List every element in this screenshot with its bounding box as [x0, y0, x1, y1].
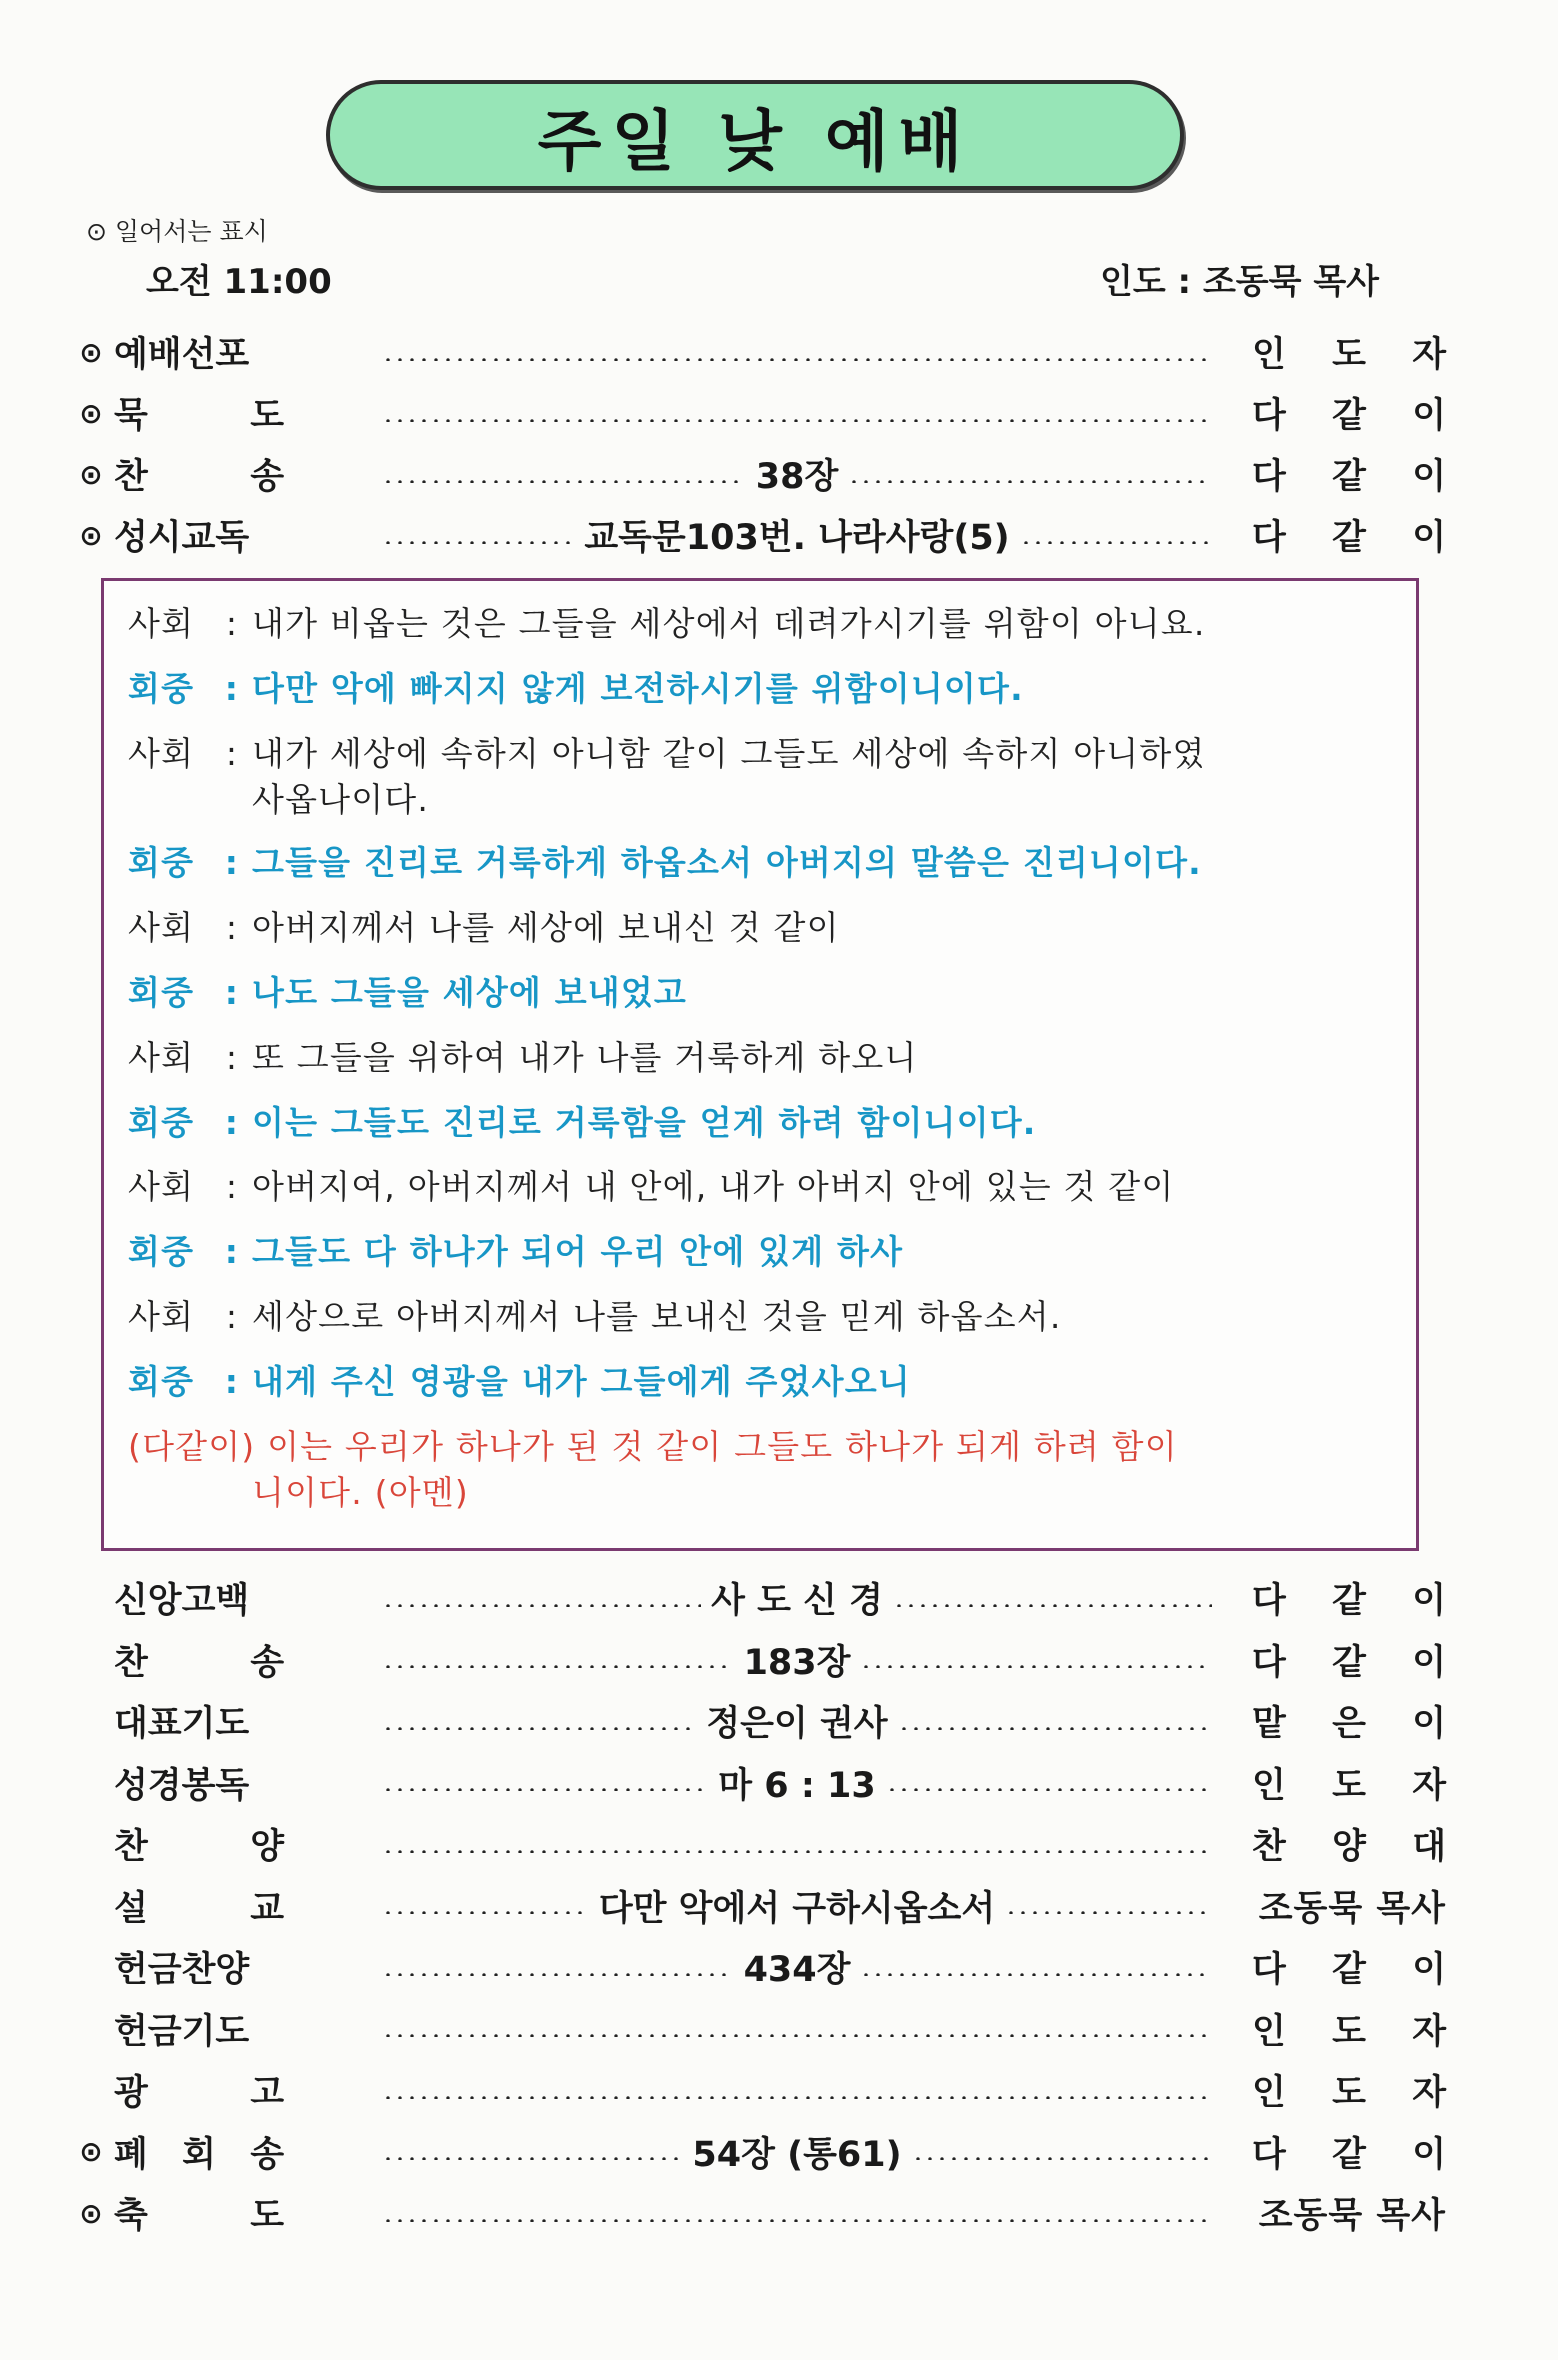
dot-leader-right	[848, 480, 1212, 483]
order-item-name: 헌금기도	[114, 2011, 250, 2052]
order-item-performer-char: 다	[1252, 396, 1286, 436]
order-item-name: 대표기도	[114, 1704, 250, 1744]
order-item-name-char: 도	[250, 396, 284, 436]
reading-text: 내게 주신 영광을 내가 그들에게 주었사오니	[252, 1362, 911, 1401]
standing-mark-icon: ⊙	[79, 335, 103, 369]
dot-leader-left	[382, 2219, 1212, 2222]
order-item-performer-char: 이	[1412, 2134, 1446, 2175]
order-item-name: 예배선포	[114, 335, 250, 375]
order-row	[72, 387, 1446, 439]
order-item-detail: 38장	[755, 457, 839, 497]
speaker-separator: :	[224, 1232, 240, 1271]
order-item-name-char: 회	[182, 2134, 216, 2175]
reading-text: 이는 그들도 진리로 거룩함을 얻게 하려 함이니이다.	[252, 1103, 1037, 1142]
reading-text: 그들을 진리로 거룩하게 하옵소서 아버지의 말씀은 진리니이다.	[252, 843, 1202, 882]
dot-leader	[382, 2187, 1212, 2239]
leader-line	[128, 731, 1398, 823]
speaker-separator: :	[225, 604, 239, 643]
order-item-performer-char: 인	[1252, 2073, 1286, 2113]
order-item-performer-char: 양	[1332, 1827, 1366, 1867]
speaker-label: 사회	[128, 1038, 195, 1077]
dot-leader-left	[382, 419, 1212, 422]
all-together-text: (다같이) 이는 우리가 하나가 된 것 같이 그들도 하나가 되게 하려 함이	[128, 1427, 1178, 1466]
dot-leader	[382, 1880, 1212, 1932]
order-row	[72, 2003, 1446, 2055]
dot-leader-right	[860, 1973, 1212, 1976]
order-row	[72, 1634, 1446, 1686]
speaker-label: 사회	[128, 604, 195, 643]
order-item-name-char: 찬	[114, 457, 148, 497]
order-item-performer-char: 이	[1412, 1642, 1446, 1683]
dot-leader	[382, 326, 1212, 378]
order-item-name: 성시교독	[114, 518, 250, 558]
order-item-performer: 조동묵 목사	[1258, 2196, 1446, 2236]
reading-text: 세상으로 아버지께서 나를 보내신 것을 믿게 하옵소서.	[252, 1297, 1062, 1336]
dot-leader	[382, 2003, 1212, 2055]
order-item-detail: 마 6 : 13	[718, 1765, 876, 1806]
order-item-performer-char: 인	[1252, 335, 1286, 375]
order-item-name-char: 송	[250, 2134, 284, 2175]
order-item-name-char: 송	[250, 457, 284, 497]
reading-text-continued: 사옵나이다.	[252, 780, 430, 819]
order-item-performer-char: 도	[1332, 2011, 1366, 2052]
order-row	[72, 1757, 1446, 1809]
order-item-performer	[1252, 1942, 1446, 1992]
dot-leader-left	[382, 1604, 701, 1607]
congregation-line	[128, 840, 1398, 886]
speaker-separator: :	[225, 1038, 239, 1077]
dot-leader	[382, 448, 1212, 500]
dot-leader-left	[382, 1911, 589, 1914]
order-item-performer-char: 자	[1412, 335, 1446, 375]
order-item-name-char: 도	[250, 2196, 284, 2236]
order-item-name-char: 찬	[114, 1642, 148, 1683]
dot-leader-left	[382, 1973, 734, 1976]
order-item-name-char: 고	[250, 2073, 284, 2113]
order-item-detail: 다만 악에서 구하시옵소서	[598, 1888, 996, 1929]
service-leader: 인도 : 조동묵 목사	[1100, 262, 1380, 302]
speaker-label: 사회	[128, 734, 195, 773]
speaker-separator: :	[225, 1297, 239, 1336]
leader-line	[128, 905, 1398, 951]
speaker-separator: :	[224, 669, 240, 708]
order-item-name	[114, 388, 284, 438]
dot-leader-left	[382, 1665, 734, 1668]
order-item-performer	[1252, 2004, 1446, 2054]
order-item-performer-char: 다	[1252, 1642, 1286, 1683]
reading-text: 또 그들을 위하여 내가 나를 거룩하게 하오니	[252, 1038, 918, 1077]
speaker-separator: :	[224, 973, 240, 1012]
order-item-name: 신앙고백	[114, 1581, 250, 1621]
order-item-name: 헌금찬양	[114, 1950, 250, 1990]
order-item-performer-char: 찬	[1252, 1827, 1286, 1867]
dot-leader	[382, 2064, 1212, 2116]
congregation-line	[128, 970, 1398, 1016]
dot-leader	[382, 1757, 1212, 1809]
title-banner	[326, 80, 1184, 190]
order-item-performer-char: 다	[1252, 457, 1286, 497]
order-row	[72, 1941, 1446, 1993]
order-item-performer-char: 인	[1252, 2011, 1286, 2052]
order-item-performer-char: 이	[1412, 518, 1446, 558]
leader-line	[128, 1035, 1398, 1081]
order-item-performer-char: 도	[1332, 335, 1366, 375]
order-item-name	[114, 1881, 284, 1931]
order-item-performer	[1252, 2127, 1446, 2177]
order-item-name	[114, 1635, 284, 1685]
dot-leader-right	[898, 1727, 1212, 1730]
order-item-name-char: 송	[250, 1642, 284, 1683]
order-row	[72, 326, 1446, 378]
speaker-label: 회중	[128, 843, 195, 882]
order-item-name-char: 폐	[114, 2134, 148, 2175]
order-item-performer-char: 같	[1332, 396, 1366, 436]
order-item-performer-char: 이	[1412, 457, 1446, 497]
order-item-performer-char: 자	[1412, 2011, 1446, 2052]
order-item-name	[114, 2188, 284, 2238]
leader-line	[128, 1294, 1398, 1340]
dot-leader-right	[1020, 541, 1212, 544]
dot-leader-left	[382, 2034, 1212, 2037]
order-row	[72, 2064, 1446, 2116]
order-item-performer-char: 이	[1412, 1950, 1446, 1990]
order-item-name-char: 찬	[114, 1827, 148, 1867]
order-item-performer-char: 대	[1412, 1827, 1446, 1867]
congregation-line	[128, 1100, 1398, 1146]
order-item-detail: 사 도 신 경	[711, 1581, 883, 1621]
standing-mark-icon: ⊙	[79, 457, 103, 491]
order-row	[72, 2187, 1446, 2239]
speaker-label: 회중	[128, 669, 195, 708]
order-item-name-char: 교	[250, 1888, 284, 1929]
standing-mark-icon: ⊙	[79, 518, 103, 552]
reading-text: 내가 비옵는 것은 그들을 세상에서 데려가시기를 위함이 아니요.	[252, 604, 1206, 643]
order-item-performer-char: 같	[1332, 1581, 1366, 1621]
reading-text: 다만 악에 빠지지 않게 보전하시기를 위함이니이다.	[252, 669, 1024, 708]
order-item-performer	[1252, 510, 1446, 560]
dot-leader	[382, 1695, 1212, 1747]
order-item-name-char: 묵	[114, 396, 148, 436]
speaker-separator: :	[224, 1362, 240, 1401]
order-item-performer-char: 도	[1332, 2073, 1366, 2113]
order-item-performer	[1252, 1696, 1446, 1746]
reading-text: 나도 그들을 세상에 보내었고	[252, 973, 688, 1012]
dot-leader	[382, 509, 1212, 561]
reading-text: 아버지께서 나를 세상에 보내신 것 같이	[252, 908, 840, 947]
dot-leader-left	[382, 480, 746, 483]
order-item-detail: 183장	[743, 1642, 851, 1683]
order-item-performer-char: 같	[1332, 1950, 1366, 1990]
order-row	[72, 1695, 1446, 1747]
reading-text: 그들도 다 하나가 되어 우리 안에 있게 하사	[252, 1232, 904, 1271]
dot-leader-left	[382, 2157, 682, 2160]
dot-leader	[382, 2126, 1212, 2178]
order-item-performer-char: 같	[1332, 457, 1366, 497]
order-row	[72, 1880, 1446, 1932]
speaker-label: 회중	[128, 1103, 195, 1142]
order-item-detail: 정은이 권사	[706, 1704, 888, 1744]
order-item-performer-char: 도	[1332, 1765, 1366, 1806]
dot-leader	[382, 1818, 1212, 1870]
order-item-performer: 조동묵 목사	[1258, 1888, 1446, 1929]
order-item-detail: 54장 (통61)	[692, 2134, 902, 2175]
order-item-performer-char: 같	[1332, 2134, 1366, 2175]
order-item-detail: 교독문103번. 나라사랑(5)	[584, 518, 1010, 558]
order-item-performer	[1252, 2065, 1446, 2115]
dot-leader-right	[1005, 1911, 1212, 1914]
order-item-performer-char: 다	[1252, 2134, 1286, 2175]
order-item-performer-char: 같	[1332, 518, 1366, 558]
order-row	[72, 509, 1446, 561]
order-row	[72, 1572, 1446, 1624]
order-item-performer	[1252, 327, 1446, 377]
reading-text: 내가 세상에 속하지 아니함 같이 그들도 세상에 속하지 아니하였	[252, 734, 1206, 773]
standing-mark-icon: ⊙	[79, 2135, 103, 2168]
dot-leader	[382, 1941, 1212, 1993]
speaker-separator: :	[225, 908, 239, 947]
order-item-performer	[1252, 1819, 1446, 1869]
dot-leader-left	[382, 1850, 1212, 1853]
dot-leader-left	[382, 358, 1212, 361]
leader-line	[128, 1164, 1398, 1210]
order-item-performer-char: 이	[1412, 1704, 1446, 1744]
speaker-label: 사회	[128, 1297, 195, 1336]
speaker-label: 회중	[128, 1232, 195, 1271]
order-row	[72, 1818, 1446, 1870]
reading-text: 아버지여, 아버지께서 내 안에, 내가 아버지 안에 있는 것 같이	[252, 1167, 1175, 1206]
order-item-name	[114, 1819, 284, 1869]
speaker-label: 사회	[128, 1167, 195, 1206]
order-item-performer	[1252, 1758, 1446, 1808]
dot-leader	[382, 1634, 1212, 1686]
order-item-performer	[1252, 1635, 1446, 1685]
order-item-performer-char: 다	[1252, 1581, 1286, 1621]
dot-leader-left	[382, 1727, 696, 1730]
order-item-detail: 434장	[743, 1950, 851, 1990]
speaker-separator: :	[225, 1167, 239, 1206]
order-row	[72, 2126, 1446, 2178]
all-together-line	[128, 1424, 1398, 1516]
responsive-reading-box	[101, 578, 1419, 1551]
order-item-name-char: 설	[114, 1888, 148, 1929]
service-time: 오전 11:00	[146, 262, 332, 302]
order-item-performer-char: 자	[1412, 2073, 1446, 2113]
dot-leader-right	[912, 2157, 1212, 2160]
speaker-label: 회중	[128, 1362, 195, 1401]
leader-line	[128, 601, 1398, 647]
dot-leader-right	[886, 1788, 1212, 1791]
speaker-separator: :	[225, 734, 239, 773]
order-item-performer-char: 이	[1412, 396, 1446, 436]
order-item-performer-char: 인	[1252, 1765, 1286, 1806]
order-item-performer-char: 은	[1332, 1704, 1366, 1744]
order-item-performer-char: 자	[1412, 1765, 1446, 1806]
page-title: 주일 낮 예배	[537, 102, 973, 180]
congregation-line	[128, 1229, 1398, 1275]
speaker-label: 사회	[128, 908, 195, 947]
order-item-performer-char: 이	[1412, 1581, 1446, 1621]
dot-leader-left	[382, 541, 574, 544]
order-item-performer	[1252, 388, 1446, 438]
order-item-performer-char: 맡	[1252, 1704, 1286, 1744]
speaker-label: 회중	[128, 973, 195, 1012]
order-item-performer-char: 다	[1252, 518, 1286, 558]
congregation-line	[128, 1359, 1398, 1405]
order-item-name	[114, 2127, 284, 2177]
dot-leader-right	[860, 1665, 1212, 1668]
congregation-line	[128, 666, 1398, 712]
standing-mark-icon: ⊙	[79, 396, 103, 430]
dot-leader-left	[382, 1788, 708, 1791]
bleed-through-text	[1270, 190, 1286, 244]
order-item-performer-char: 다	[1252, 1950, 1286, 1990]
order-row	[72, 448, 1446, 500]
speaker-separator: :	[224, 1103, 240, 1142]
dot-leader	[382, 1572, 1212, 1624]
dot-leader	[382, 387, 1212, 439]
order-item-name	[114, 2065, 284, 2115]
all-together-text-continued: 니이다. (아멘)	[252, 1473, 469, 1512]
dot-leader-left	[382, 2096, 1212, 2099]
order-item-name: 성경봉독	[114, 1765, 250, 1806]
standing-note: ⊙ 일어서는 표시	[86, 217, 268, 246]
order-item-performer	[1252, 1573, 1446, 1623]
order-item-performer-char: 같	[1332, 1642, 1366, 1683]
dot-leader-right	[893, 1604, 1212, 1607]
order-item-name-char: 광	[114, 2073, 148, 2113]
order-item-name-char: 축	[114, 2196, 148, 2236]
speaker-separator: :	[224, 843, 240, 882]
order-item-performer	[1252, 449, 1446, 499]
order-item-name-char: 양	[250, 1827, 284, 1867]
order-item-name	[114, 449, 284, 499]
standing-mark-icon: ⊙	[79, 2196, 103, 2230]
